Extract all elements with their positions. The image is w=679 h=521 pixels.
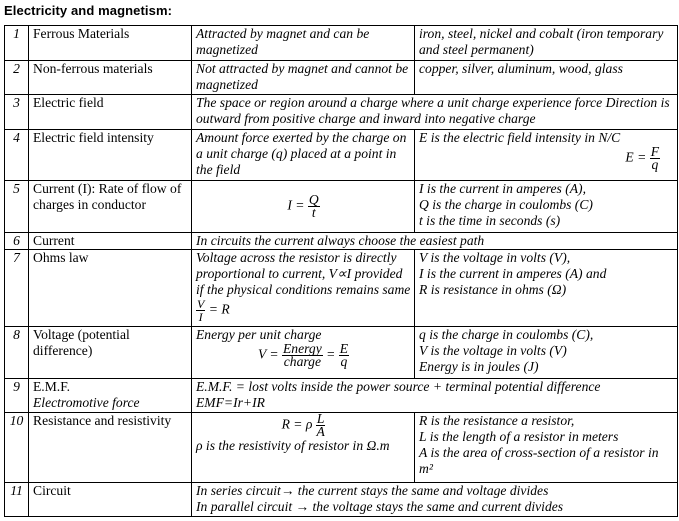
resistivity-note: ρ is the resistivity of resistor in Ω.m [196, 438, 390, 453]
table-row [5, 26, 678, 61]
emf-definition: E.M.F. = lost volts inside the power source + terminal potential difference [196, 379, 601, 394]
row-description: Amount force exerted by the charge on a unit charge (q) placed at a point in the field [192, 130, 415, 181]
row-description [192, 181, 415, 233]
formula-rhs: = R [208, 301, 230, 317]
fraction-numerator: Energy [282, 341, 322, 356]
formula-fraction [282, 343, 323, 368]
detail-line: L is the length of a resistor in meters [419, 429, 619, 444]
row-description [192, 413, 415, 483]
detail-line: A is the area of cross-section of a resistor in m² [419, 445, 659, 476]
detail-line: Energy is in joules (J) [419, 359, 539, 374]
formula-fraction [196, 298, 205, 323]
row-number: 4 [5, 130, 29, 181]
formula-fraction [316, 413, 326, 438]
ohms-law-text: Voltage across the resistor is directly proportional to current, V∝I provided if the physical conditions remains same [196, 250, 411, 297]
table-row [5, 483, 678, 517]
resistivity-formula [196, 413, 411, 438]
formula-lhs: R = ρ [281, 416, 313, 432]
detail-line: V is the voltage in volts (V), [419, 250, 571, 265]
row-topic: Voltage (potential difference) [29, 327, 192, 379]
row-topic: Current [29, 233, 192, 250]
table-row [5, 95, 678, 130]
row-number: 6 [5, 233, 29, 250]
table-row [5, 61, 678, 95]
formula-lhs: V = [257, 346, 279, 362]
table-row [5, 233, 678, 250]
row-details: copper, silver, aluminum, wood, glass [415, 61, 678, 95]
row-details [415, 181, 678, 233]
fraction-denominator: t [311, 205, 316, 220]
fraction-numerator: V [197, 297, 205, 311]
row-number: 3 [5, 95, 29, 130]
fraction-denominator: q [340, 354, 348, 369]
table-row [5, 379, 678, 413]
fraction-numerator: E [339, 341, 349, 356]
formula-equals: = [326, 346, 336, 362]
detail-line: R is the resistance a resistor, [419, 413, 575, 428]
row-topic: Non-ferrous materials [29, 61, 192, 95]
detail-line: I is the current in amperes (A) and [419, 266, 607, 281]
row-topic: Electric field [29, 95, 192, 130]
fraction-numerator: L [316, 411, 325, 426]
row-number: 7 [5, 250, 29, 327]
formula-fraction [308, 194, 320, 219]
row-topic: Electric field intensity [29, 130, 192, 181]
row-topic: Ferrous Materials [29, 26, 192, 61]
detail-line: R is resistance in ohms (Ω) [419, 282, 567, 297]
row-number: 1 [5, 26, 29, 61]
row-description: Not attracted by magnet and cannot be magnetized [192, 61, 415, 95]
table-row [5, 327, 678, 379]
emf-label: E.M.F. [33, 379, 71, 394]
fraction-denominator: I [198, 310, 203, 324]
field-intensity-note: E is the electric field intensity in N/C [419, 130, 621, 145]
row-number: 11 [5, 483, 29, 517]
detail-line: q is the charge in coulombs (C), [419, 327, 594, 342]
row-number: 8 [5, 327, 29, 379]
voltage-formula [196, 343, 411, 368]
fraction-denominator: q [651, 157, 659, 172]
series-circuit-note: In series circuit→ the current stays the same and voltage divides [196, 483, 549, 498]
row-details [415, 130, 678, 181]
fraction-denominator: charge [283, 354, 321, 369]
row-description [192, 483, 678, 517]
detail-line: Q is the charge in coulombs (C) [419, 197, 593, 212]
fraction-numerator: Q [308, 192, 319, 207]
table-row [5, 413, 678, 483]
table-row [5, 250, 678, 327]
row-description: In circuits the current always choose the easiest path [192, 233, 678, 250]
row-details [415, 413, 678, 483]
row-description [192, 327, 415, 379]
physics-table [4, 25, 678, 517]
row-details [415, 250, 678, 327]
emf-formula: EMF=Ir+IR [196, 395, 265, 410]
page-title: Electricity and magnetism: [4, 3, 173, 18]
row-topic: Current (I): Rate of flow of charges in conductor [29, 181, 192, 233]
row-number: 9 [5, 379, 29, 413]
row-topic: Resistance and resistivity [29, 413, 192, 483]
formula-fraction [650, 146, 660, 171]
row-description: The space or region around a charge where a unit charge experience force Direction is outward from positive charge and inward into negative charge [192, 95, 678, 130]
field-formula [419, 146, 674, 171]
fraction-numerator: F [650, 144, 659, 159]
formula-fraction-2 [339, 343, 349, 368]
row-details [415, 327, 678, 379]
parallel-circuit-note: In parallel circuit → the voltage stays the same and current divides [196, 499, 564, 514]
row-topic: Ohms law [29, 250, 192, 327]
row-details: iron, steel, nickel and cobalt (iron temporary and steel permanent) [415, 26, 678, 61]
row-number: 5 [5, 181, 29, 233]
detail-line: I is the current in amperes (A), [419, 181, 586, 196]
table-row [5, 130, 678, 181]
row-description [192, 250, 415, 327]
detail-line: V is the voltage in volts (V) [419, 343, 567, 358]
row-topic: Circuit [29, 483, 192, 517]
emf-full-name: Electromotive force [33, 395, 140, 410]
table-row [5, 181, 678, 233]
detail-line: t is the time in seconds (s) [419, 213, 561, 228]
row-topic [29, 379, 192, 413]
row-number: 2 [5, 61, 29, 95]
row-number: 10 [5, 413, 29, 483]
fraction-denominator: A [316, 424, 325, 439]
formula-lhs: I = [287, 197, 305, 213]
row-description: Attracted by magnet and can be magnetized [192, 26, 415, 61]
formula-lhs: E = [625, 149, 647, 165]
row-description [192, 379, 678, 413]
voltage-definition: Energy per unit charge [196, 327, 322, 342]
